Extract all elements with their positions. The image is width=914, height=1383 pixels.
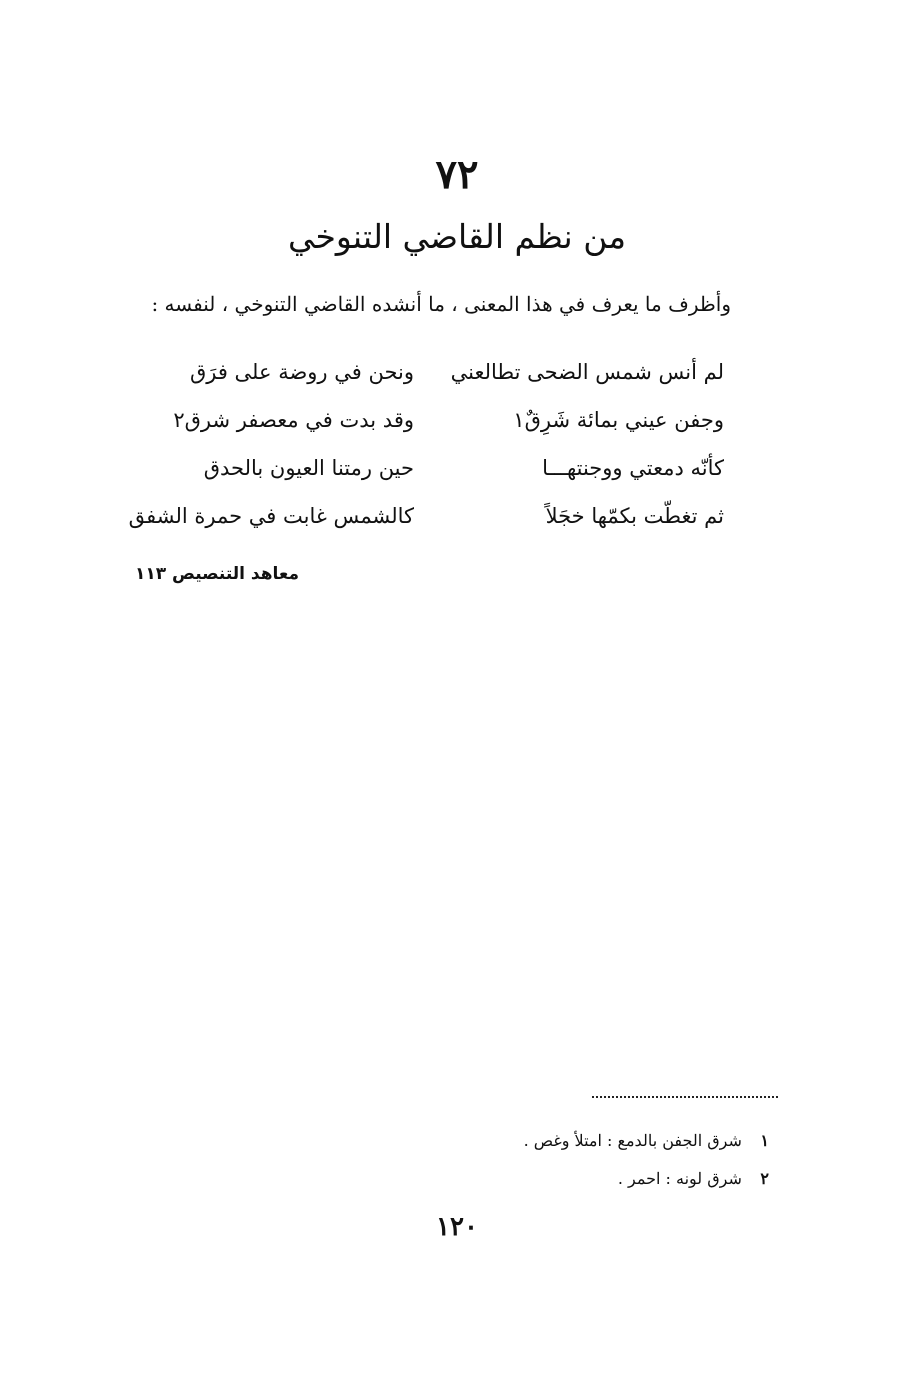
footnote-text: شرق الجفن بالدمع : امتلأ وغص . (523, 1131, 742, 1150)
verse-line (144, 444, 724, 492)
verse-first-hemistich: لم أنس شمس الضحى تطالعني (450, 360, 724, 384)
verse-first-hemistich: كأنّه دمعتي ووجنتهـــا (542, 456, 724, 480)
verse-first-hemistich: ثم تغطّت بكمّها خجَلاً (545, 504, 724, 528)
page-number: ١٢٠ (436, 1212, 478, 1242)
source-citation: معاهد التنصيص ١١٣ (134, 564, 299, 584)
footnote-number: ٢ (760, 1169, 769, 1188)
intro-paragraph: وأظرف ما يعرف في هذا المعنى ، ما أنشده القاضي التنوخي ، لنفسه : (151, 292, 731, 316)
verse-second-hemistich: ونحن في روضة على فرَق (189, 360, 414, 384)
footnote (369, 1122, 769, 1160)
section-number: ٧٢ (435, 151, 479, 198)
footnote (369, 1160, 769, 1198)
verse-first-hemistich: وجفن عيني بمائة شَرِقٌ١ (513, 408, 724, 432)
verse-line (144, 348, 724, 396)
verse-line (144, 396, 724, 444)
footnote-divider (592, 1096, 778, 1098)
verse-line (128, 492, 724, 540)
footnotes (369, 1122, 769, 1198)
footnote-number: ١ (760, 1131, 769, 1150)
poem-title: من نظم القاضي التنوخي (287, 217, 627, 256)
verse-second-hemistich: كالشمس غابت في حمرة الشفق (128, 504, 414, 528)
verse-second-hemistich: حين رمتنا العيون بالحدق (203, 456, 414, 480)
poem (128, 348, 724, 540)
footnote-text: شرق لونه : احمر . (617, 1169, 742, 1188)
verse-second-hemistich: وقد بدت في معصفر شرق٢ (173, 408, 414, 432)
